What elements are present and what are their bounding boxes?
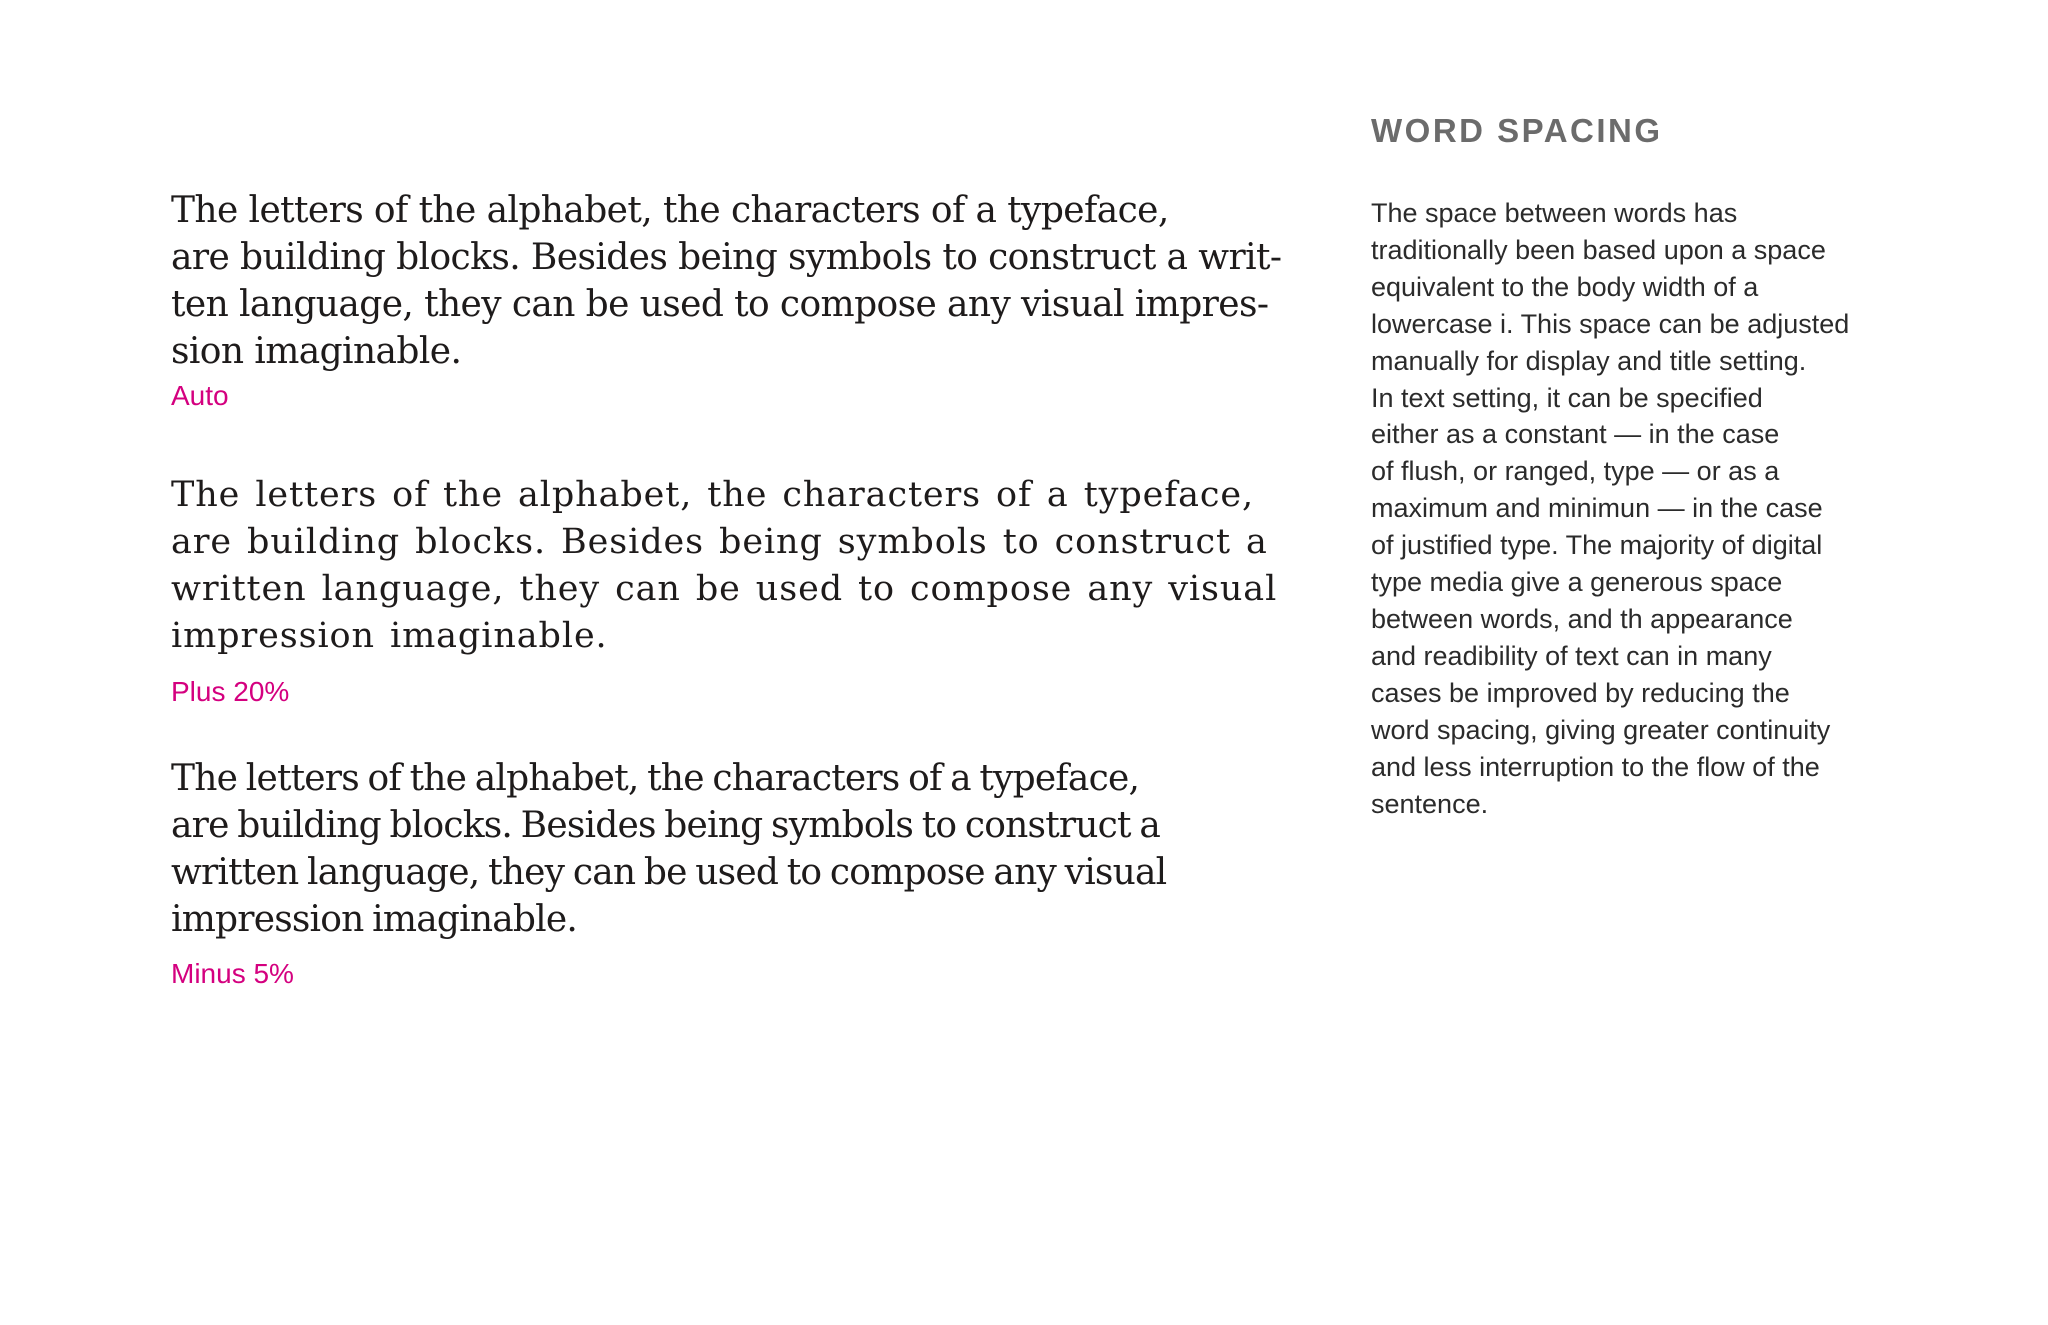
sample-line: ten language, they can be used to compose any visual impres- bbox=[171, 284, 1269, 325]
sample-paragraph-minus-5 bbox=[171, 755, 1241, 943]
body-line: The space between words has bbox=[1371, 198, 1738, 228]
body-line: lowercase i. This space can be adjusted bbox=[1371, 308, 1850, 339]
section-body bbox=[1371, 195, 2011, 822]
sample-line: impression imaginable. bbox=[171, 616, 608, 656]
body-line: and readibility of text can in many bbox=[1371, 640, 1772, 671]
body-line: between words, and th appearance bbox=[1371, 603, 1793, 634]
sample-line: sion imaginable. bbox=[171, 331, 462, 372]
sample-paragraph-auto bbox=[171, 187, 1282, 375]
body-line: traditionally been based upon a space bbox=[1371, 234, 1826, 265]
sample-line: impression imaginable. bbox=[171, 899, 578, 940]
sample-line: The letters of the alphabet, the characters of a typeface, bbox=[171, 475, 1255, 515]
sample-line: are building blocks. Besides being symbols to construct a bbox=[171, 522, 1268, 562]
body-line: sentence. bbox=[1371, 788, 1489, 819]
sample-paragraph-plus-20 bbox=[171, 472, 1278, 660]
body-line: and less interruption to the flow of the bbox=[1371, 751, 1820, 782]
body-line: manually for display and title setting. bbox=[1371, 345, 1807, 376]
sample-line: are building blocks. Besides being symbols to construct a bbox=[171, 805, 1161, 846]
body-line: cases be improved by reducing the bbox=[1371, 677, 1790, 708]
body-line: maximum and minimun — in the case bbox=[1371, 493, 1823, 524]
sample-line: written language, they can be used to compose any visual bbox=[171, 852, 1167, 893]
body-line: In text setting, it can be specified bbox=[1371, 382, 1763, 413]
sample-line: are building blocks. Besides being symbols to construct a writ- bbox=[171, 237, 1282, 278]
body-line: either as a constant — in the case bbox=[1371, 419, 1780, 450]
caption-plus-20: Plus 20% bbox=[171, 676, 290, 707]
caption-minus-5: Minus 5% bbox=[171, 958, 294, 989]
section-heading: WORD SPACING bbox=[1371, 112, 1663, 149]
body-line: word spacing, giving greater continuity bbox=[1371, 714, 1831, 745]
body-line: of justified type. The majority of digital bbox=[1371, 530, 1823, 561]
sample-line: written language, they can be used to compose any visual bbox=[171, 569, 1278, 609]
sample-line: The letters of the alphabet, the characters of a typeface, bbox=[171, 758, 1140, 799]
body-line: of flush, or ranged, type — or as a bbox=[1371, 456, 1780, 487]
body-line: type media give a generous space bbox=[1371, 567, 1783, 598]
caption-auto: Auto bbox=[171, 380, 229, 411]
sample-line: The letters of the alphabet, the characters of a typeface, bbox=[171, 190, 1169, 231]
body-line: equivalent to the body width of a bbox=[1371, 271, 1759, 302]
